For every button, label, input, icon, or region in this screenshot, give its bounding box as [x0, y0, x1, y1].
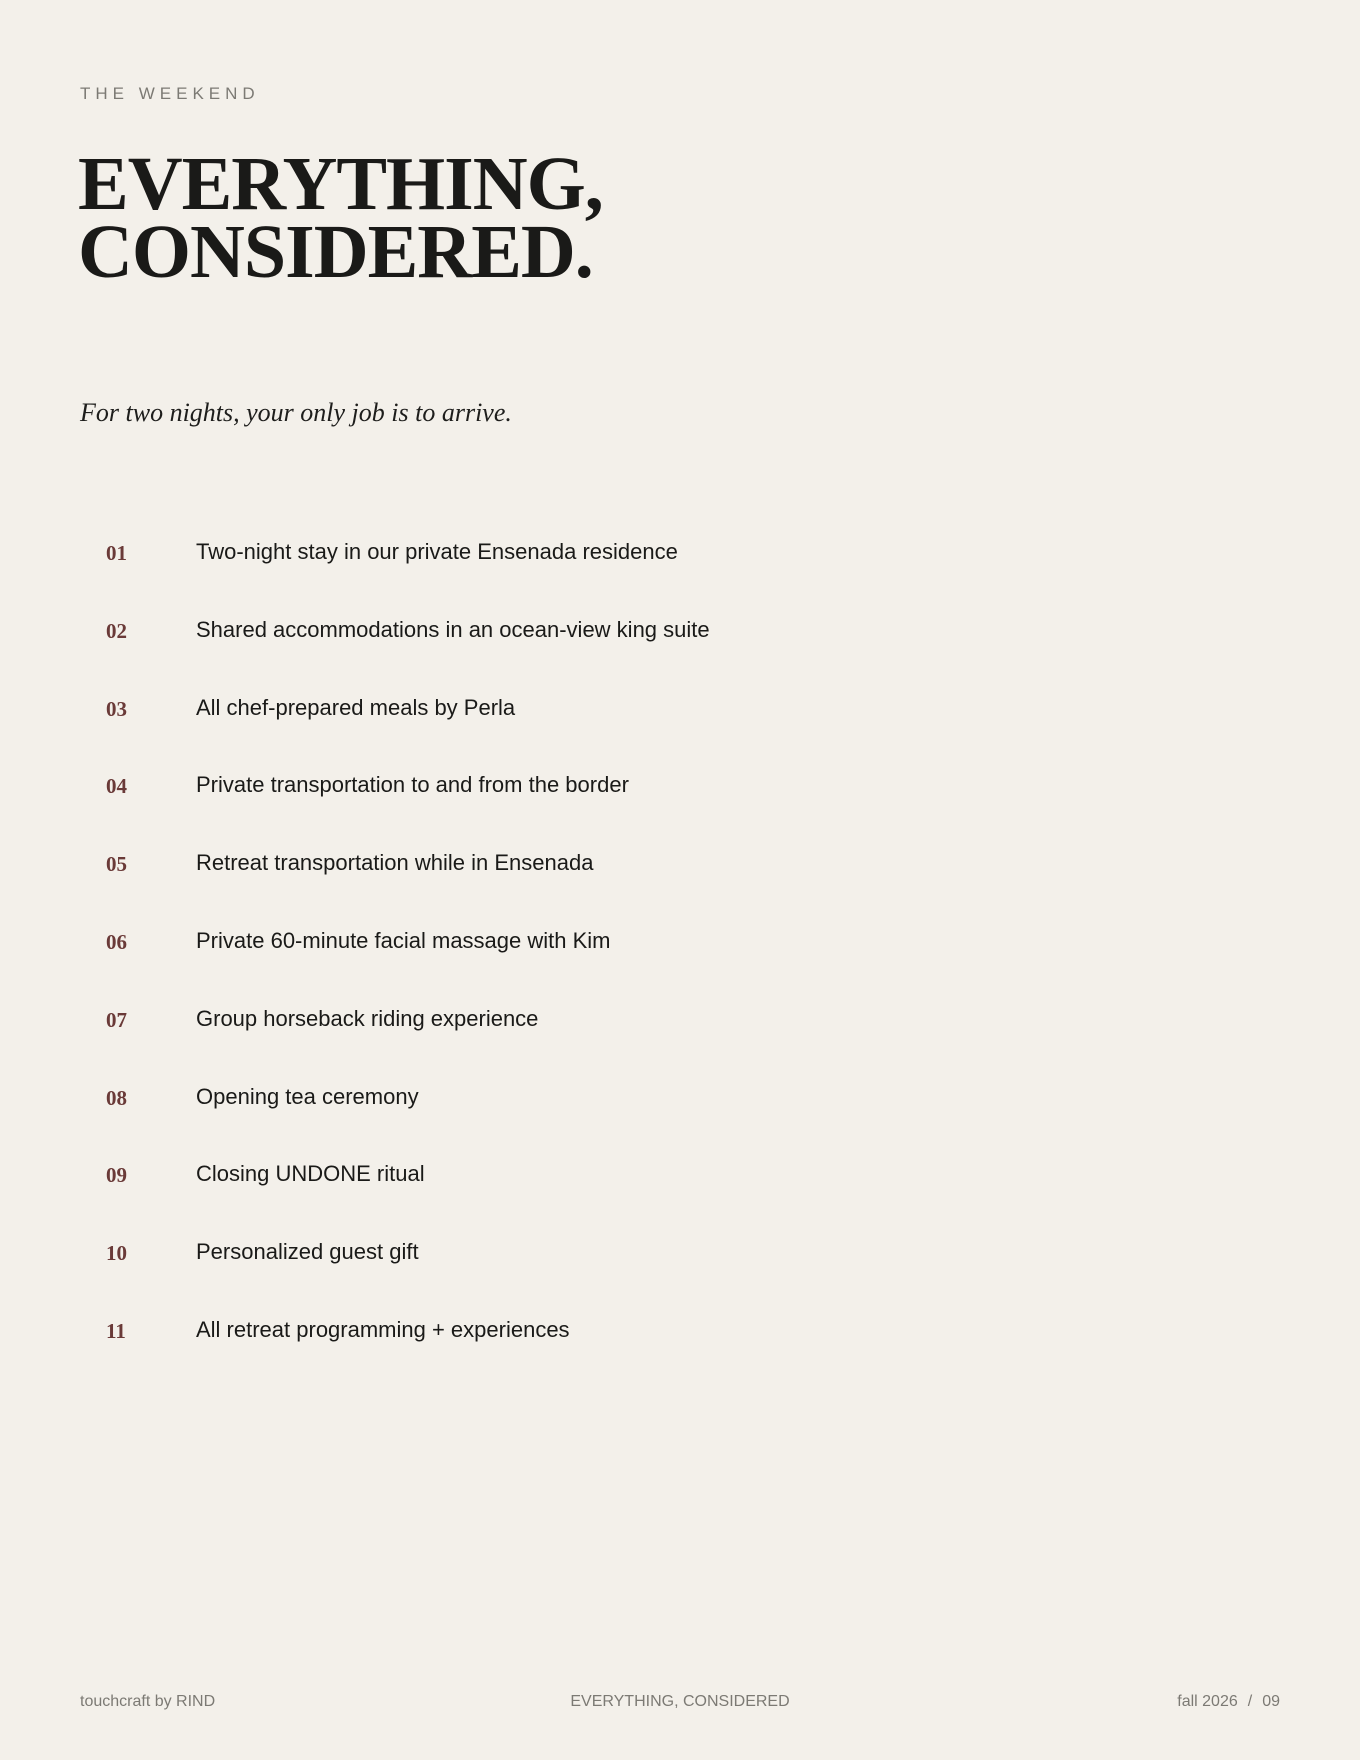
item-number: 10 [106, 1241, 127, 1266]
item-number: 08 [106, 1085, 127, 1110]
item-number: 05 [106, 852, 127, 877]
item-text: Opening tea ceremony [196, 1083, 419, 1109]
item-number: 07 [106, 1007, 127, 1032]
item-number: 04 [106, 774, 127, 799]
inclusions-list [0, 530, 710, 1386]
item-number: 09 [106, 1163, 127, 1188]
item-text: Closing UNDONE ritual [196, 1161, 425, 1187]
footer-section-title: EVERYTHING, CONSIDERED [570, 1693, 790, 1710]
item-number: 11 [106, 1318, 126, 1343]
item-text: Retreat transportation while in Ensenada [196, 850, 594, 876]
item-number: 03 [106, 696, 127, 721]
footer-edition: fall 2026 [1177, 1693, 1238, 1710]
item-number: 06 [106, 929, 127, 954]
list-item [0, 763, 710, 841]
page-number: 09 [1262, 1693, 1280, 1710]
item-text: Personalized guest gift [196, 1239, 419, 1265]
item-text: Two-night stay in our private Ensenada residence [196, 539, 678, 564]
footer-brand: touchcraft by RIND [80, 1693, 216, 1710]
item-text: Private 60-minute facial massage with Kim [196, 927, 611, 953]
item-text: All chef-prepared meals by Perla [196, 694, 516, 720]
list-item [0, 608, 710, 686]
footer-separator: / [1247, 1693, 1253, 1710]
page-title [78, 142, 603, 294]
item-number: 01 [106, 541, 127, 565]
item-text: Group horseback riding experience [196, 1005, 539, 1031]
section-eyebrow: THE WEEKEND [80, 84, 260, 103]
item-number: 02 [106, 618, 127, 643]
item-text: Shared accommodations in an ocean-view king suite [196, 616, 710, 642]
list-item [0, 1308, 710, 1386]
page-subtitle: For two nights, your only job is to arrive. [80, 398, 512, 427]
page-title-line-2: CONSIDERED. [78, 210, 593, 294]
list-item [0, 841, 710, 919]
item-text: All retreat programming + experiences [196, 1316, 570, 1342]
footer-folio [1177, 1693, 1280, 1711]
list-item [0, 997, 710, 1075]
item-text: Private transportation to and from the border [196, 772, 629, 798]
list-item [0, 530, 710, 608]
list-item [0, 1230, 710, 1308]
list-item [0, 919, 710, 997]
list-item [0, 1152, 710, 1230]
page-title-line-1: EVERYTHING, [78, 142, 603, 226]
list-item [0, 1075, 710, 1153]
list-item [0, 686, 710, 764]
